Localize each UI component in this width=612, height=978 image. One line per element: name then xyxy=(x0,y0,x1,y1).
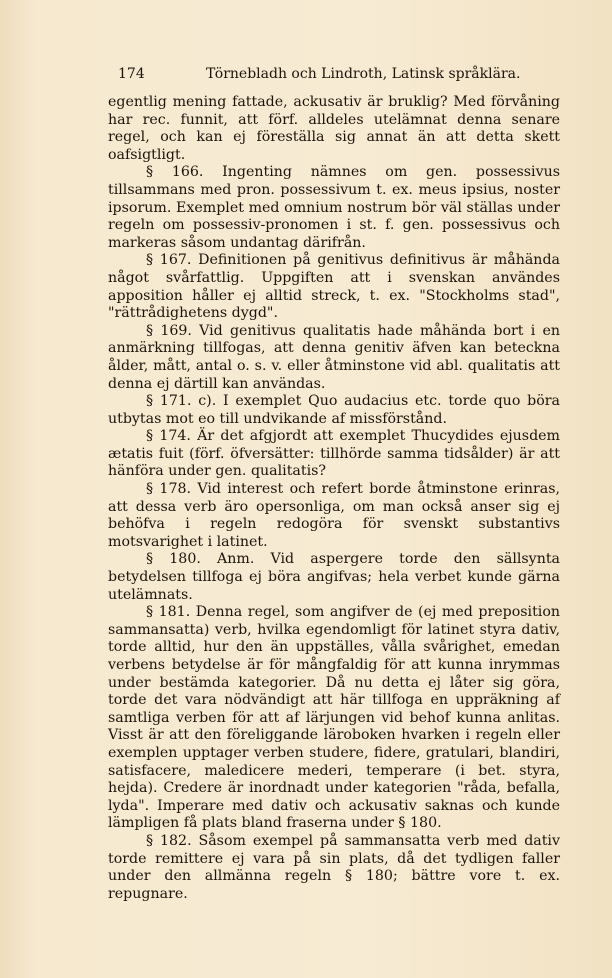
paragraph-continuation: egentlig mening fattade, ackusativ är bruklig? Med förvåning har rec. funnit, att förf. alldeles utelämnat denna senare regel, och kan ej föreställa sig annat än att detta skett oafsigtligt. xyxy=(108,94,560,163)
section-171: § 171. c). I exemplet Quo audacius etc. torde quo böra utbytas mot eo till undvikande af missförstånd. xyxy=(108,393,560,427)
body-text xyxy=(108,94,560,903)
section-181: § 181. Denna regel, som angifver de (ej med preposition sammansatta) verb, hvilka egendomligt för latinet styra dativ, torde alltid, hur den än uppställes, vålla svårighet, emedan verbens betydelse är för mångfaldig för att kunna inrymmas under bestämda kategorier. Då nu detta ej låter sig göra, torde det vara nödvändigt att här tillfoga en uppräkning af samtliga verben för att af lärjungen vid behof kunna anlitas. Visst är att den föreliggande läroboken hvarken i regeln eller exemplen upptager verben studere, fidere, gratulari, blandiri, satisfacere, maledicere mederi, temperare (i bet. styra, hejda). Credere är inordnadt under kategorien "råda, befalla, lyda". Imperare med dativ och ackusativ saknas och kunde lämpligen få plats bland fraserna under § 180. xyxy=(108,604,560,832)
section-166: § 166. Ingenting nämnes om gen. possessivus tillsammans med pron. possessivum t. ex. meus ipsius, noster ipsorum. Exemplet med omnium nostrum bör väl ställas under regeln om possessiv-pronomen i st. f. gen. possessivus och markeras såsom undantag därifrån. xyxy=(108,164,560,251)
section-174: § 174. Är det afgjordt att exemplet Thucydides ejusdem ætatis fuit (förf. öfversätter: tillhörde samma tidsålder) är att hänföra under gen. qualitatis? xyxy=(108,428,560,480)
section-180: § 180. Anm. Vid aspergere torde den sällsynta betydelsen tillfoga ej böra angifvas; hela verbet kunde gärna utelämnats. xyxy=(108,551,560,603)
section-169: § 169. Vid genitivus qualitatis hade måhända bort i en anmärkning tillfogas, att denna genitiv äfven kan beteckna ålder, mått, antal o. s. v. eller åtminstone vid abl. qualitatis att denna ej därtill kan användas. xyxy=(108,322,560,392)
running-title: Törnebladh och Lindroth, Latinsk språklära. xyxy=(206,66,521,82)
page-number: 174 xyxy=(118,66,145,82)
section-178: § 178. Vid interest och refert borde åtminstone erinras, att dessa verb äro opersonliga, om man också anser sig ej behöfva i regeln redogöra för svenskt substantivs motsvarighet i latinet. xyxy=(108,481,560,550)
section-182: § 182. Såsom exempel på sammansatta verb med dativ torde remittere ej vara på sin plats, då det tydligen faller under den allmänna regeln § 180; bättre vore t. ex. repugnare. xyxy=(108,832,560,902)
section-167: § 167. Definitionen på genitivus definitivus är måhända något svårfattlig. Uppgiften att i svenskan användes apposition håller ej alltid streck, t. ex. "Stockholms stad", "rättrådighetens dygd". xyxy=(108,252,560,322)
